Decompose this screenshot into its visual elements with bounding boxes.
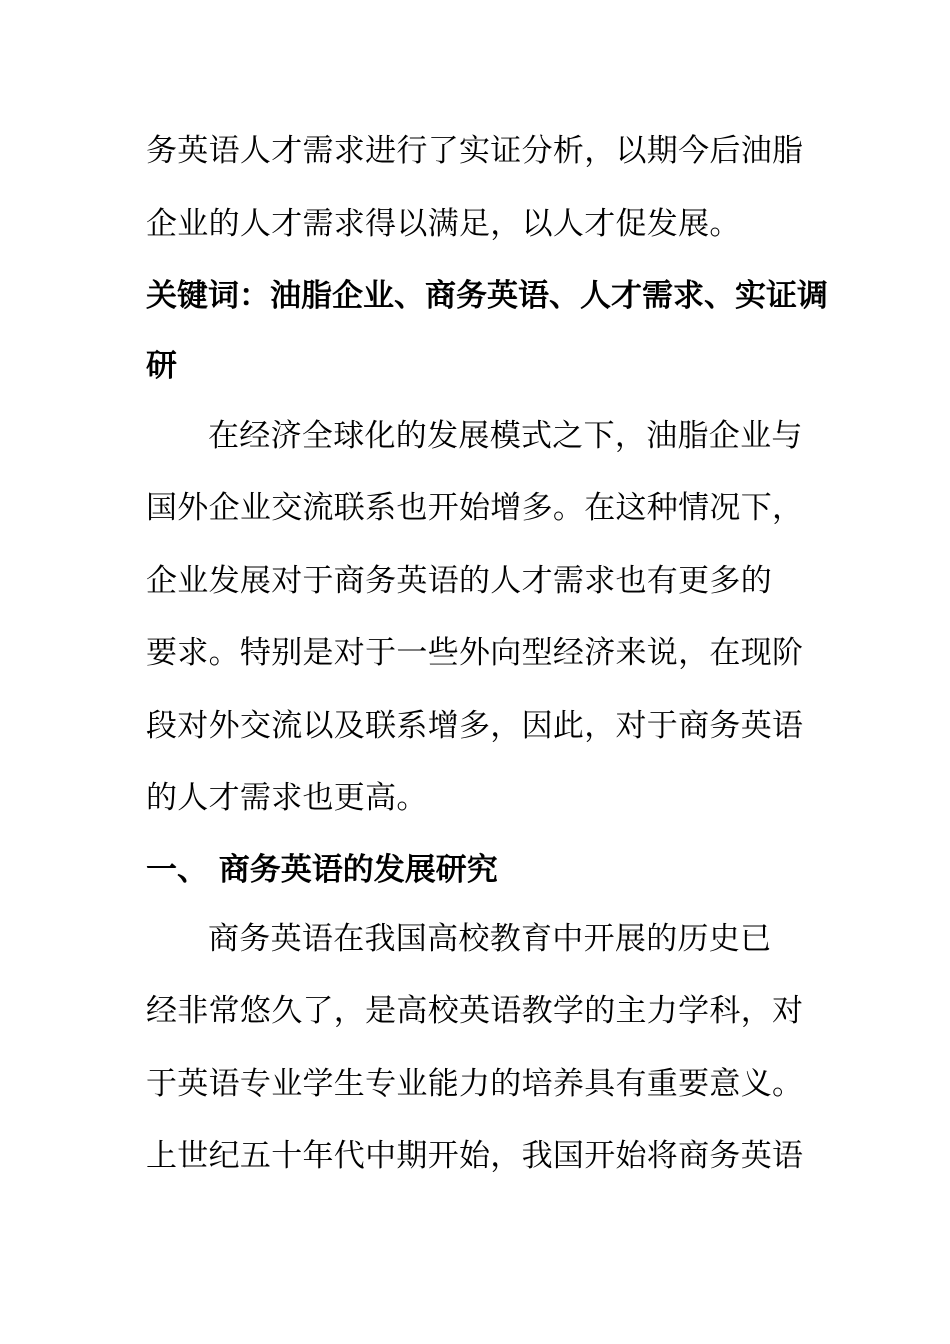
body-text-line: 要求。特别是对于一些外向型经济来说，在现阶 xyxy=(146,635,804,671)
body-text-line: 的人才需求也更高。 xyxy=(146,780,428,816)
section-heading: 一、 商务英语的发展研究 xyxy=(146,852,498,888)
body-text-line: 上世纪五十年代中期开始，我国开始将商务英语 xyxy=(146,1138,804,1174)
keywords-line: 研 xyxy=(146,348,177,384)
body-text-line: 经非常悠久了，是高校英语教学的主力学科，对 xyxy=(146,993,804,1029)
body-text-line: 国外企业交流联系也开始增多。在这种情况下， xyxy=(146,490,804,526)
body-text-line: 于英语专业学生专业能力的培养具有重要意义。 xyxy=(146,1066,804,1102)
body-text-line: 企业发展对于商务英语的人才需求也有更多的 xyxy=(146,563,772,599)
body-text-line: 务英语人才需求进行了实证分析，以期今后油脂 xyxy=(146,133,804,169)
body-text-line: 企业的人才需求得以满足，以人才促发展。 xyxy=(146,206,741,242)
body-text-line: 在经济全球化的发展模式之下，油脂企业与 xyxy=(208,418,803,454)
body-text-line: 段对外交流以及联系增多，因此，对于商务英语 xyxy=(146,708,804,744)
keywords-line: 关键词：油脂企业、商务英语、人才需求、实证调 xyxy=(146,278,828,314)
body-text-line: 商务英语在我国高校教育中开展的历史已 xyxy=(208,921,772,957)
